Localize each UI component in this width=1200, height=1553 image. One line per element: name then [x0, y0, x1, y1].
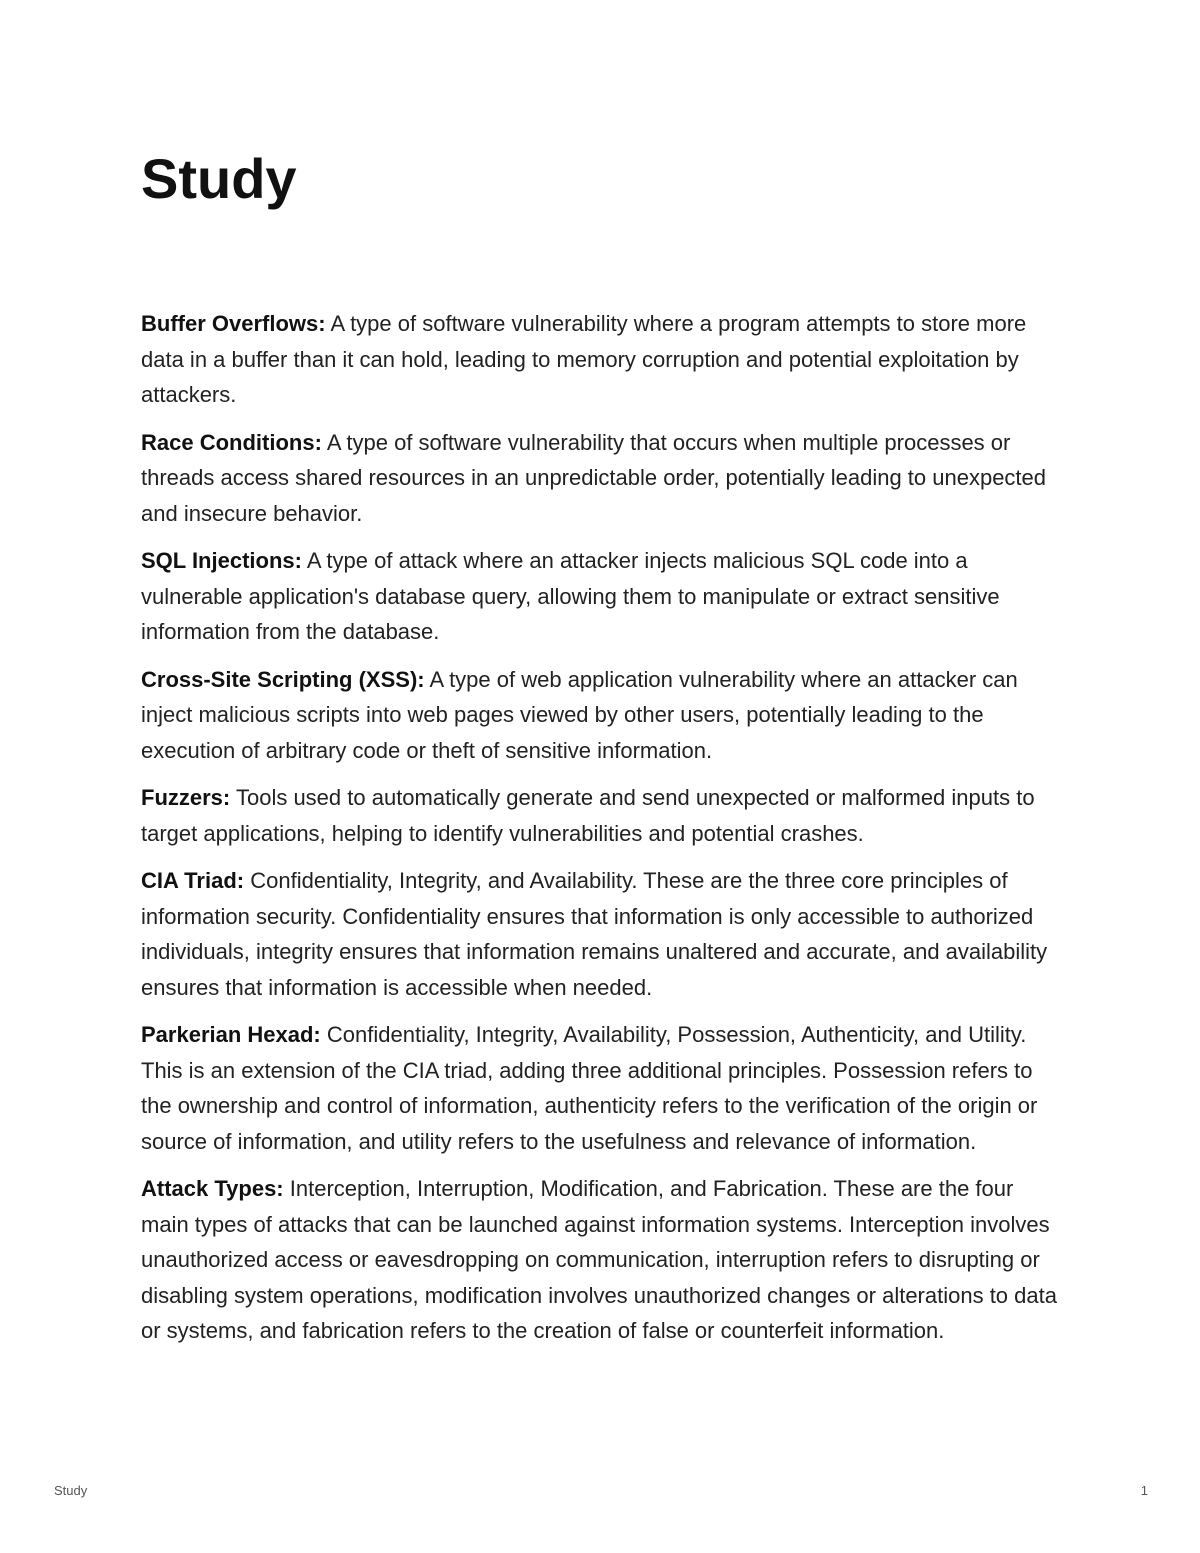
definition-fuzzers: [141, 780, 1061, 851]
definition-buffer-overflows: [141, 306, 1061, 413]
definitions-list: [141, 306, 1061, 1361]
document-title: Study: [141, 147, 297, 210]
term-definition: A type of attack where an attacker injects malicious SQL code into a vulnerable application's database query, allowing them to manipulate or extract sensitive information from the database.: [141, 548, 1000, 644]
term-definition: Interception, Interruption, Modification, and Fabrication. These are the four main types of attacks that can be launched against information systems. Interception involves unauthorized access or eavesdropping on communication, interruption refers to disrupting or disabling system operations, modification involves unauthorized changes or alterations to data or systems, and fabrication refers to the creation of false or counterfeit information.: [141, 1176, 1057, 1343]
footer-page-number: 1: [1140, 1483, 1148, 1498]
term-name: Buffer Overflows:: [141, 311, 326, 336]
definition-parkerian-hexad: [141, 1017, 1061, 1159]
term-name: Attack Types:: [141, 1176, 284, 1201]
definition-race-conditions: [141, 425, 1061, 532]
term-name: Parkerian Hexad:: [141, 1022, 321, 1047]
term-definition: A type of web application vulnerability where an attacker can inject malicious scripts into web pages viewed by other users, potentially leading to the execution of arbitrary code or theft of sensitive information.: [141, 666, 1018, 763]
term-definition: Confidentiality, Integrity, and Availability. These are the three core principles of information security. Confidentiality ensures that information is only accessible to authorized individuals, integrity ensures that information remains unaltered and accurate, and availability ensures that information is accessible when needed.: [141, 868, 1048, 1000]
definition-cia-triad: [141, 863, 1061, 1005]
term-name: Race Conditions:: [141, 429, 322, 455]
term-definition: Confidentiality, Integrity, Availability, Possession, Authenticity, and Utility. This is an extension of the CIA triad, adding three additional principles. Possession refers to the ownership and control of information, authenticity refers to the verification of the origin or source of information, and utility refers to the usefulness and relevance of information.: [141, 1022, 1038, 1154]
term-name: Cross-Site Scripting (XSS):: [141, 666, 425, 692]
term-name: SQL Injections:: [141, 548, 302, 573]
term-definition: A type of software vulnerability where a program attempts to store more data in a buffer than it can hold, leading to memory corruption and potential exploitation by attackers.: [141, 311, 1027, 407]
definition-cross-site-scripting: [141, 662, 1061, 769]
term-name: CIA Triad:: [141, 868, 245, 893]
term-definition: Tools used to automatically generate and send unexpected or malformed inputs to target applications, helping to identify vulnerabilities and potential crashes.: [141, 785, 1035, 846]
definition-sql-injections: [141, 543, 1061, 650]
term-definition: A type of software vulnerability that occurs when multiple processes or threads access shared resources in an unpredictable order, potentially leading to unexpected and insecure behavior.: [141, 429, 1047, 526]
footer-document-label: Study: [54, 1483, 88, 1498]
term-name: Fuzzers:: [141, 785, 231, 810]
definition-attack-types: [141, 1171, 1061, 1349]
